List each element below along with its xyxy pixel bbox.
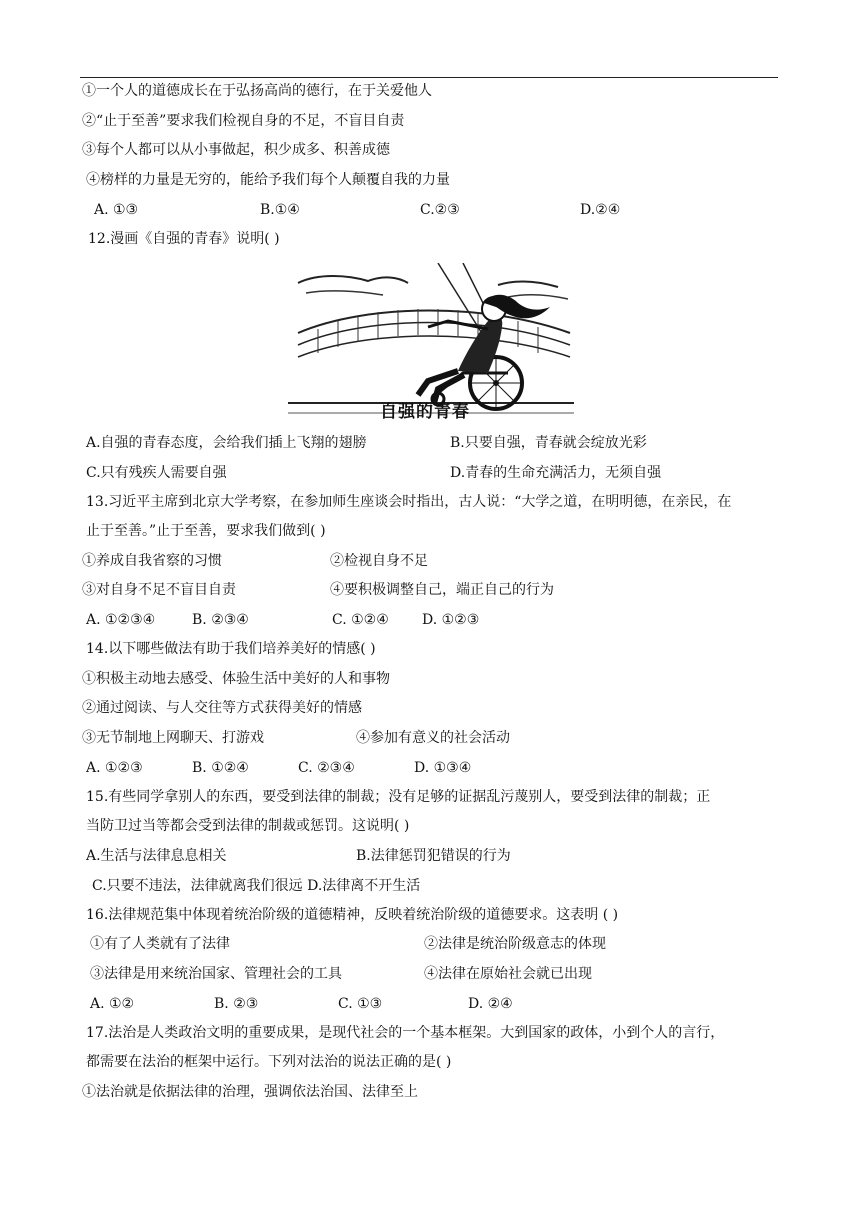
- q13-statement-1: ①养成自我省察的习惯: [82, 553, 222, 569]
- q13-stem-line-2: 止于至善。”止于至善，要求我们做到( ): [86, 523, 326, 539]
- q13-statement-4: ④要积极调整自己，端正自己的行为: [330, 582, 554, 598]
- q12-option-d: D.青春的生命充满活力，无须自强: [450, 465, 662, 481]
- q16-option-d: D. ②④: [468, 996, 513, 1012]
- q11-statement-1: ①一个人的道德成长在于弘扬高尚的德行，在于关爱他人: [82, 83, 432, 99]
- q13-option-d: D. ①②③: [422, 612, 480, 628]
- q13-statement-3: ③对自身不足不盲目自责: [82, 582, 236, 598]
- q14-statement-3: ③无节制地上网聊天、打游戏: [82, 730, 264, 746]
- q14-statement-2: ②通过阅读、与人交往等方式获得美好的情感: [82, 700, 362, 716]
- header-rule: [80, 77, 778, 78]
- q15-stem-line-1: 15.有些同学拿别人的东西，要受到法律的制裁；没有足够的证据乱污蔑别人，要受到法律的制裁；正: [86, 789, 711, 805]
- q16-statement-1: ①有了人类就有了法律: [90, 936, 230, 952]
- q12-stem: 12.漫画《自强的青春》说明( ): [88, 231, 280, 247]
- q14-option-d: D. ①③④: [414, 760, 472, 776]
- q16-statement-3: ③法律是用来统治国家、管理社会的工具: [90, 966, 342, 982]
- q12-option-c: C.只有残疾人需要自强: [86, 465, 227, 481]
- q15-option-b: B.法律惩罚犯错误的行为: [356, 848, 511, 864]
- q11-option-a: A. ①③: [94, 202, 139, 218]
- q14-statement-4: ④参加有意义的社会活动: [356, 730, 510, 746]
- q16-option-b: B. ②③: [214, 996, 259, 1012]
- q14-statement-1: ①积极主动地去感受、体验生活中美好的人和事物: [82, 671, 390, 687]
- q15-option-c-d: C.只要不违法，法律就离我们很远 D.法律离不开生活: [92, 878, 421, 894]
- q12-option-a: A.自强的青春态度，会给我们插上飞翔的翅膀: [86, 435, 367, 451]
- q11-option-d: D.②④: [580, 202, 621, 218]
- q11-option-c: C.②③: [420, 202, 460, 218]
- q15-option-a: A.生活与法律息息相关: [86, 848, 227, 864]
- self-reliance-cartoon: [288, 263, 574, 423]
- q14-option-c: C. ②③④: [298, 760, 355, 776]
- q16-statement-4: ④法律在原始社会就已出现: [424, 966, 592, 982]
- q11-statement-4: ④榜样的力量是无穷的，能给予我们每个人颠覆自我的力量: [86, 172, 450, 188]
- q16-option-a: A. ①②: [90, 996, 135, 1012]
- q13-statement-2: ②检视自身不足: [330, 553, 428, 569]
- q14-option-b: B. ①②④: [192, 760, 249, 776]
- q11-statement-2: ②“止于至善”要求我们检视自身的不足，不盲目自责: [82, 113, 405, 129]
- q13-option-a: A. ①②③④: [86, 612, 156, 628]
- q13-option-b: B. ②③④: [192, 612, 249, 628]
- q16-option-c: C. ①③: [338, 996, 383, 1012]
- q13-stem-line-1: 13.习近平主席到北京大学考察，在参加师生座谈会时指出，古人说：“大学之道，在明明德，在亲民，在: [86, 494, 732, 510]
- q17-stem-line-1: 17.法治是人类政治文明的重要成果，是现代社会的一个基本框架。大到国家的政体，小到个人的言行，: [86, 1025, 725, 1041]
- q12-option-b: B.只要自强，青春就会绽放光彩: [450, 435, 647, 451]
- q17-stem-line-2: 都需要在法治的框架中运行。下列对法治的说法正确的是( ): [86, 1054, 452, 1070]
- q14-stem: 14.以下哪些做法有助于我们培养美好的情感( ): [86, 641, 376, 657]
- q14-option-a: A. ①②③: [86, 760, 143, 776]
- cartoon-caption: 自强的青春: [380, 402, 470, 422]
- q13-option-c: C. ①②④: [332, 612, 389, 628]
- q15-stem-line-2: 当防卫过当等都会受到法律的制裁或惩罚。这说明( ): [86, 818, 410, 834]
- q16-stem: 16.法律规范集中体现着统治阶级的道德精神，反映着统治阶级的道德要求。这表明 ( ): [86, 907, 619, 923]
- q11-option-b: B.①④: [260, 202, 300, 218]
- q17-statement-1: ①法治就是依据法律的治理，强调依法治国、法律至上: [82, 1084, 418, 1100]
- q11-statement-3: ③每个人都可以从小事做起，积少成多、积善成德: [82, 142, 390, 158]
- q16-statement-2: ②法律是统治阶级意志的体现: [424, 936, 606, 952]
